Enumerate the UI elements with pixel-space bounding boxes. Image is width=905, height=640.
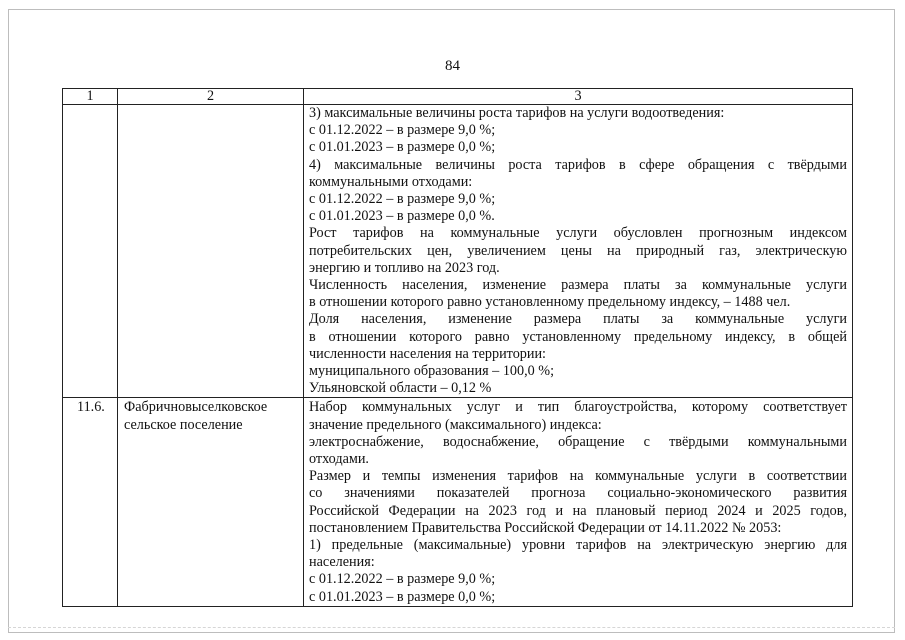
- table-row: [63, 398, 853, 606]
- description-cell: [304, 105, 853, 398]
- text-line: коммунальными отходами:: [309, 173, 473, 190]
- text-line: Набор коммунальных услуг и тип благоустройства, которому соответствует: [309, 399, 847, 416]
- row-number-cell: [63, 398, 118, 606]
- description-cell: [304, 398, 853, 606]
- text-line: потребительских цен, увеличением цены на природный газ, электрическую: [309, 242, 847, 259]
- text-line: 4) максимальные величины роста тарифов в сфере обращения с твёрдыми: [309, 156, 847, 173]
- text-line: Рост тарифов на коммунальные услуги обусловлен прогнозным индексом: [309, 225, 847, 242]
- text-line: с 01.12.2022 – в размере 9,0 %;: [309, 571, 496, 588]
- settlement-name-line: Фабричновыселковское: [124, 399, 268, 416]
- table-header-row: [63, 89, 853, 105]
- text-line: со значениями показателей прогноза социально-экономического развития: [309, 485, 847, 502]
- text-line: с 01.12.2022 – в размере 9,0 %;: [309, 122, 496, 139]
- text-line: муниципального образования – 100,0 %;: [309, 363, 555, 380]
- page-number: 84: [445, 58, 460, 74]
- settlement-name-cell: [118, 398, 304, 606]
- text-line: с 01.01.2023 – в размере 0,0 %.: [309, 208, 495, 225]
- row-number: 11.6.: [77, 399, 105, 416]
- table-row: [63, 105, 853, 398]
- text-line: Ульяновской области – 0,12 %: [309, 380, 492, 397]
- tariff-table: [62, 88, 853, 607]
- text-line: Российской Федерации на 2023 год и на плановый период 2024 и 2025 годов,: [309, 502, 847, 519]
- text-line: в отношении которого равно установленному предельному индексу, – 1488 чел.: [309, 294, 791, 311]
- text-line: Численность населения, изменение размера платы за коммунальные услуги: [309, 277, 847, 294]
- text-line: численности населения на территории:: [309, 345, 547, 362]
- text-line: населения:: [309, 554, 375, 571]
- column-header-2: 2: [118, 89, 304, 105]
- column-header-1: 1: [63, 89, 118, 105]
- row-number-cell: [63, 105, 118, 398]
- column-header-3: 3: [304, 89, 853, 105]
- text-line: 3) максимальные величины роста тарифов на услуги водоотведения:: [309, 105, 725, 121]
- text-line: с 01.12.2022 – в размере 9,0 %;: [309, 191, 496, 208]
- text-line: постановлением Правительства Российской Федерации от 14.11.2022 № 2053:: [309, 519, 782, 536]
- text-line: значение предельного (максимального) индекса:: [309, 416, 602, 433]
- text-line: Размер и темпы изменения тарифов на коммунальные услуги в соответствии: [309, 468, 847, 485]
- text-line: отходами.: [309, 451, 369, 468]
- text-line: электроснабжение, водоснабжение, обращение с твёрдыми коммунальными: [309, 433, 847, 450]
- text-line: в отношении которого равно установленному предельному индексу, в общей: [309, 328, 847, 345]
- scan-edge: [8, 627, 895, 631]
- text-line: 1) предельные (максимальные) уровни тарифов на электрическую энергию для: [309, 537, 847, 554]
- settlement-name-line: сельское поселение: [124, 416, 243, 433]
- text-line: Доля населения, изменение размера платы за коммунальные услуги: [309, 311, 847, 328]
- settlement-name-cell: [118, 105, 304, 398]
- text-line: энергию и топливо на 2023 год.: [309, 259, 500, 276]
- text-line: с 01.01.2023 – в размере 0,0 %;: [309, 139, 496, 156]
- text-line: с 01.01.2023 – в размере 0,0 %;: [309, 588, 496, 605]
